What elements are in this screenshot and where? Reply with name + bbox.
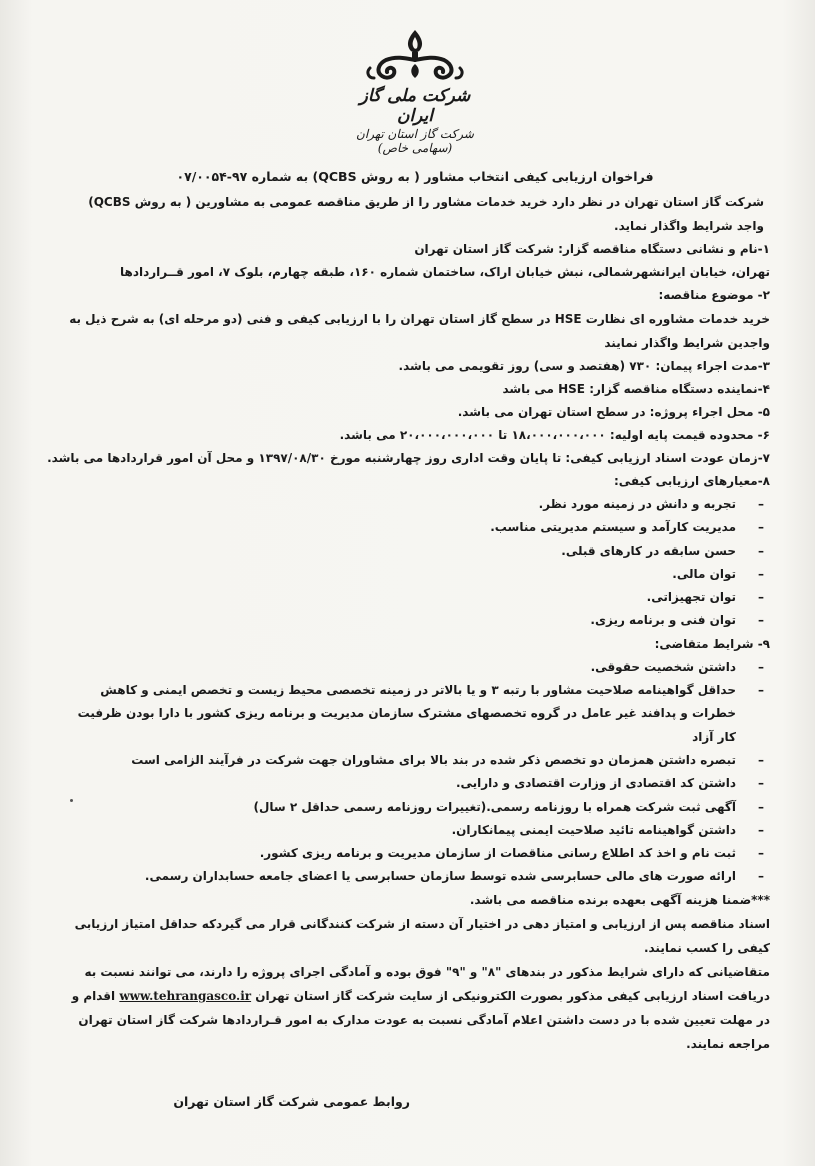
list-item: – توان مالی. — [60, 563, 770, 586]
list-item: – توان تجهیزاتی. — [60, 586, 770, 609]
list-item: – مدیریت کارآمد و سیستم مدیریتی مناسب. — [60, 516, 770, 539]
cost-note: ***ضمنا هزینه آگهی بعهده برنده مناقصه می باشد. — [469, 892, 770, 907]
gas-flame-logo-icon — [360, 28, 470, 86]
section-8-heading: ۸-معیارهای ارزیابی کیفی: — [613, 474, 770, 488]
section-1-heading: ۱-نام و نشانی دستگاه مناقصه گزار: شرکت گاز استان تهران — [414, 242, 770, 256]
section-2-text: خرید خدمات مشاوره ای نظارت HSE در سطح گاز استان تهران را با ارزیابی کیفی و فنی (دو مرحله ای) به شرح ذیل به واجدین شرایط واگذار نمایند — [69, 312, 770, 350]
list-item: – تجربه و دانش در زمینه مورد نظر. — [60, 493, 770, 516]
section-3: ۳-مدت اجراء پیمان: ۷۳۰ (هفتصد و سی) روز تقویمی می باشد. — [398, 359, 770, 373]
section-6: ۶- محدوده قیمت پایه اولیه: ۱۸،۰۰۰،۰۰۰،۰۰۰ تا ۲۰،۰۰۰،۰۰۰،۰۰۰ می باشد. — [339, 428, 770, 442]
closing-paragraph-1: اسناد مناقصه پس از ارزیابی و امتیاز دهی در اختیار آن دسته از شرکت کنندگانی قرار می گیردکه حداقل امتیاز ارزیابی کیفی را کسب نمایند. — [74, 916, 770, 955]
closing-text-b: اقدام و در مهلت تعیین شده با در دست داشتن اعلام آمادگی نسبت به عودت مدارک به امور قـراردادها شرکت گاز استان تهران مراجعه نمایند. — [71, 988, 770, 1051]
applicant-conditions-list — [60, 656, 770, 889]
section-9-heading: ۹- شرایط متقاضی: — [654, 636, 770, 651]
list-item: – توان فنی و برنامه ریزی. — [60, 609, 770, 632]
evaluation-criteria-list — [60, 493, 770, 633]
list-item: – ارائه صورت های مالی حسابرسی شده توسط سازمان حسابرسی یا اعضای جامعه حسابداران رسمی. — [60, 865, 770, 888]
section-2-heading: ۲- موضوع مناقصه: — [658, 288, 770, 302]
list-item: – داشتن شخصیت حقوقی. — [60, 656, 770, 679]
closing-text-a: متقاضیانی که دارای شرایط مذکور در بندهای "۸" و "۹" فوق بوده و آمادگی اجرای پروژه را دارند، می توانند نسبت به دریافت اسناد ارزیابی کیفی مذکور بصورت الکترونیکی از سایت شرکت گاز استان تهران — [84, 964, 770, 1003]
section-4: ۴-نماینده دستگاه مناقصه گزار: HSE می باشد — [502, 382, 770, 396]
section-5: ۵- محل اجراء پروژه: در سطح استان تهران می باشد. — [457, 405, 770, 419]
announcement-title: فراخوان ارزیابی کیفی انتخاب مشاور ( به روش QCBS) به شماره ۹۷-۰۷/۰۰۵۴ — [176, 169, 654, 184]
company-subtitle: شرکت گاز استان تهران (سهامی خاص) — [356, 127, 474, 155]
list-item: – داشتن گواهینامه تائید صلاحیت ایمنی پیمانکاران. — [60, 819, 770, 842]
list-item: – حسن سابقه در کارهای قبلی. — [60, 540, 770, 563]
list-item: – ثبت نام و اخذ کد اطلاع رسانی مناقصات از سازمان مدیریت و برنامه ریزی کشور. — [60, 842, 770, 865]
closing-paragraph-2 — [60, 960, 770, 1056]
list-item: – آگهی ثبت شرکت همراه با روزنامه رسمی.(تغییرات روزنامه رسمی حداقل ۲ سال) — [60, 796, 770, 819]
signature-line: روابط عمومی شرکت گاز استان تهران — [173, 1093, 410, 1109]
section-1-address: تهران، خیابان ایرانشهرشمالی، نبش خیابان اراک، ساختمان شماره ۱۶۰، طبقه چهارم، بلوک ۷، امور قــراردادها — [120, 265, 770, 279]
list-item: – حداقل گواهینامه صلاحیت مشاور با رتبه ۳ و یا بالاتر در زمینه تخصصی محیط زیست و تخصص ایمنی و کاهش خطرات و پدافند غیر عامل در گروه تخصصهای مشترک سازمان مدیریت و برنامه ریزی کشور با دارا بودن ظرفیت کار آزاد — [60, 679, 770, 749]
announcement-body — [47, 28, 770, 1109]
company-logo — [340, 28, 490, 155]
company-name: شرکت ملی گاز ایران — [359, 86, 471, 126]
scan-speck — [70, 799, 73, 802]
intro-paragraph: شرکت گاز استان تهران در نظر دارد خرید خدمات مشاور را از طریق مناقصه عمومی به مشاورین ( به روش QCBS) واجد شرایط واگذار نماید. — [88, 195, 764, 233]
website-link[interactable]: www.tehrangasco.ir — [119, 988, 252, 1003]
section-7: ۷-زمان عودت اسناد ارزیابی کیفی: تا پایان وقت اداری روز چهارشنبه مورخ ۱۳۹۷/۰۸/۳۰ و محل آن امور قراردادها می باشد. — [47, 451, 770, 465]
list-item: – داشتن کد اقتصادی از وزارت اقتصادی و دارایی. — [60, 772, 770, 795]
list-item: – تبصره داشتن همزمان دو تخصص ذکر شده در بند بالا برای مشاوران جهت شرکت در فرآیند الزامی است — [60, 749, 770, 772]
